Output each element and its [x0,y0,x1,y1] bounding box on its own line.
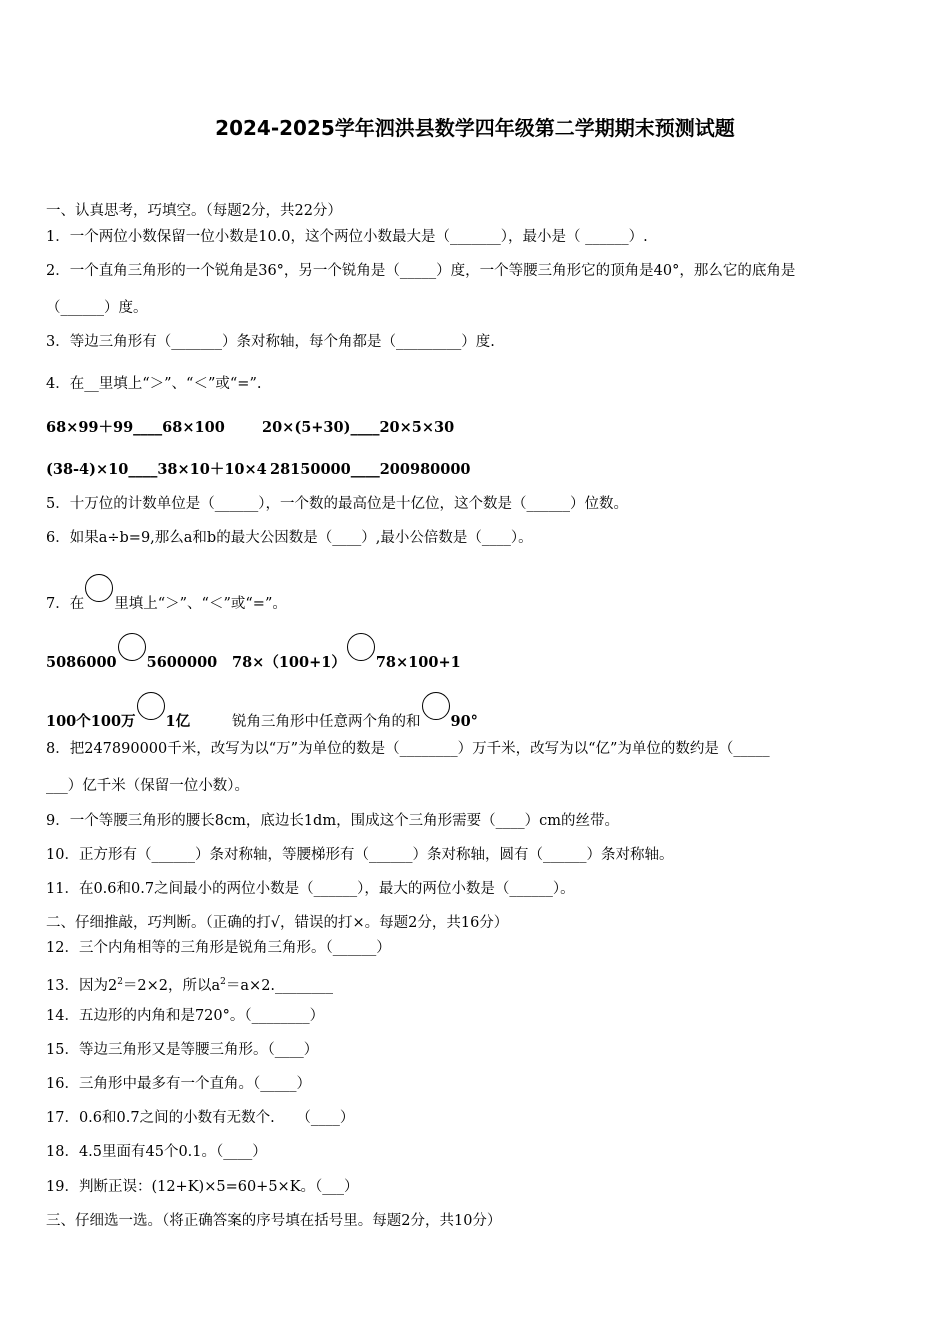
question-5: 5．十万位的计数单位是（______），一个数的最高位是十亿位，这个数是（______）位数。 [46,496,628,512]
compare-right-value: 5600000 [146,654,218,671]
question-2-line-2: （______）度。 [46,300,148,316]
compare-circle [347,633,375,661]
question-7-row-2-left [46,692,190,732]
question-4-row-1-left: 68×99＋99____68×100 [46,419,225,436]
question-18: 18．4.5里面有45个0.1。（____） [46,1144,267,1160]
question-13-part-3: ＝a×2.________ [225,977,334,994]
question-3: 3．等边三角形有（_______）条对称轴，每个角都是（_________）度. [46,334,495,350]
question-6: 6．如果a÷b=9,那么a和b的最大公因数是（____）,最小公倍数是（____）。 [46,530,533,546]
question-10: 10．正方形有（______）条对称轴，等腰梯形有（______）条对称轴，圆有（______）条对称轴。 [46,847,674,863]
question-2-line-1: 2．一个直角三角形的一个锐角是36°，另一个锐角是（_____）度，一个等腰三角形它的顶角是40°，那么它的底角是 [46,263,796,279]
compare-left-value: 100个100万 [46,713,136,730]
question-9: 9．一个等腰三角形的腰长8cm，底边长1dm，围成这个三角形需要（____）cm的丝带。 [46,813,619,829]
question-4-row-2-left: (38-4)×10____38×10＋10×4 [46,461,267,478]
question-13-part-2: ＝2×2，所以a [122,977,221,994]
question-4-row-2-right: 28150000____200980000 [270,461,471,478]
compare-circle [137,692,165,720]
exponent: 2 [117,977,123,987]
compare-left-value: 78×（100+1） [232,654,346,671]
compare-left-value: 锐角三角形中任意两个角的和 [232,714,421,730]
compare-left-value: 5086000 [46,654,117,671]
question-16: 16．三角形中最多有一个直角。（_____） [46,1076,311,1092]
question-11: 11．在0.6和0.7之间最小的两位小数是（______），最大的两位小数是（______）。 [46,881,575,897]
question-12: 12．三个内角相等的三角形是锐角三角形。（______） [46,940,391,956]
question-7-row-1-left [46,633,217,673]
question-13 [46,972,333,996]
question-8-line-2: ___）亿千米（保留一位小数）。 [46,778,249,794]
compare-circle [85,574,113,602]
question-14: 14．五边形的内角和是720°。（________） [46,1008,325,1024]
page-title: 2024-2025学年泗洪县数学四年级第二学期期末预测试题 [215,116,735,140]
compare-right-value: 1亿 [165,713,191,730]
compare-circle [422,692,450,720]
compare-right-value: 78×100+1 [375,654,461,671]
question-1: 1．一个两位小数保留一位小数是10.0，这个两位小数最大是（_______），最小是（ ______）. [46,229,648,245]
question-8-line-1: 8．把247890000千米，改写为以“万”为单位的数是（________）万千米，改写为以“亿”为单位的数约是（_____ [46,741,770,757]
section-heading-1: 一、认真思考，巧填空。（每题2分，共22分） [46,203,342,219]
question-7-row-2-right [232,692,478,732]
question-13-part-1: 13．因为2 [46,977,118,994]
question-7-suffix: 里填上“＞”、“＜”或“=”。 [114,596,287,612]
question-4-row-1-right: 20×(5+30)____20×5×30 [262,419,455,436]
question-17: 17．0.6和0.7之间的小数有无数个. （____） [46,1110,355,1126]
question-7-row-1-right [232,633,461,673]
question-7 [46,574,287,614]
question-15: 15．等边三角形又是等腰三角形。（____） [46,1042,319,1058]
compare-circle [118,633,146,661]
section-heading-3: 三、仔细选一选。（将正确答案的序号填在括号里。每题2分，共10分） [46,1213,502,1229]
question-4: 4．在__里填上“＞”、“＜”或“=”. [46,376,262,392]
section-heading-2: 二、仔细推敲，巧判断。（正确的打√，错误的打×。每题2分，共16分） [46,915,509,931]
compare-right-value: 90° [450,713,478,730]
question-7-prefix: 7．在 [46,596,85,612]
question-19: 19．判断正误：(12+K)×5=60+5×K。（___） [46,1179,359,1195]
exponent: 2 [220,977,226,987]
